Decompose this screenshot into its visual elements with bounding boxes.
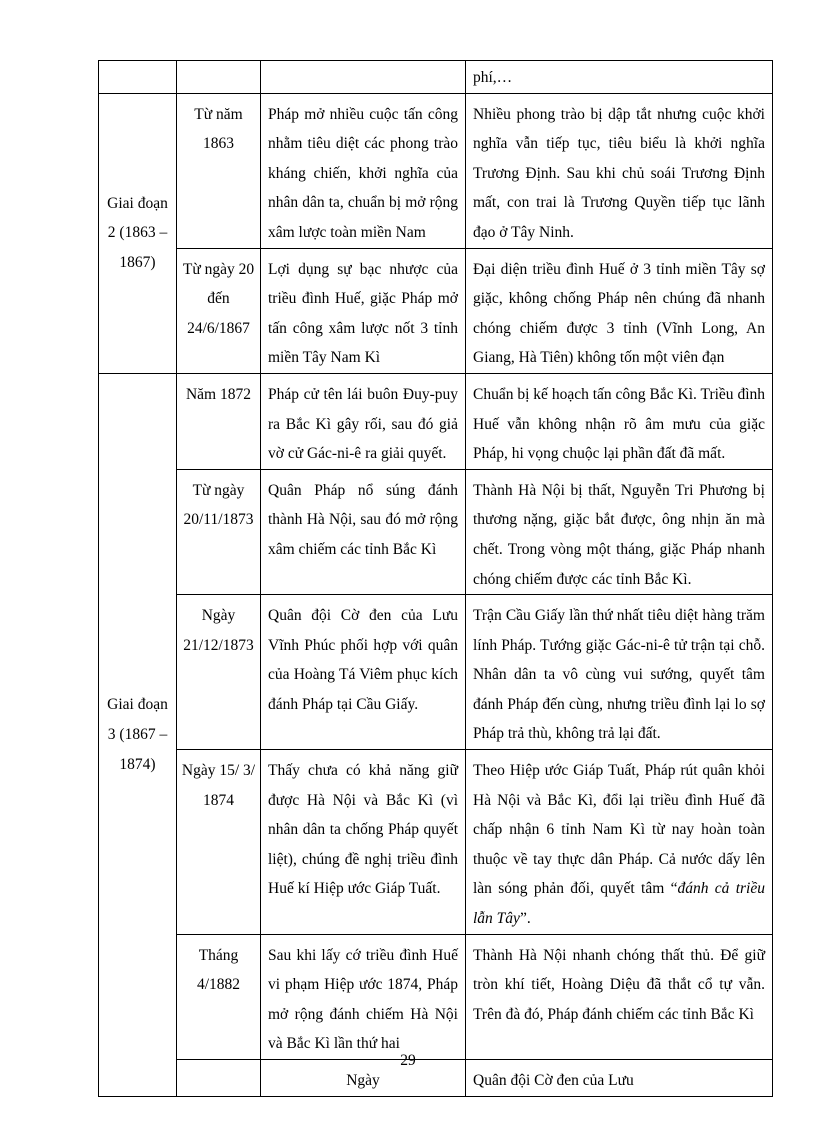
result-text-end: ”.: [519, 910, 531, 928]
phase-cell: Giai đoạn 3 (1867 – 1874): [99, 373, 177, 1096]
result-cell: Chuẩn bị kế hoạch tấn công Bắc Kì. Triều đình Huế vẫn không nhận rõ âm mưu của giặc Pháp, hi vọng chuộc lại phần đất đã mất.: [466, 373, 773, 469]
time-cell: Từ ngày 20 đến 24/6/1867: [177, 248, 261, 373]
time-cell: Ngày: [261, 1060, 466, 1097]
time-cell: Tháng 4/1882: [177, 934, 261, 1059]
result-cell: Thành Hà Nội bị thất, Nguyễn Tri Phương bị thương nặng, giặc bắt được, ông nhịn ăn mà chết. Trong vòng một tháng, giặc Pháp nhanh chóng chiếm được các tỉnh Bắc Kì.: [466, 469, 773, 594]
time-cell: Ngày 15/ 3/ 1874: [177, 750, 261, 935]
result-text: Theo Hiệp ước Giáp Tuất, Pháp rút quân khỏi Hà Nội và Bắc Kì, đổi lại triều đình Huế đã chấp nhận 6 tỉnh Nam Kì từ nay hoàn toàn thuộc về tay thực dân Pháp. Cả nước dấy lên làn sóng phản đối, quyết tâm “: [473, 762, 765, 898]
action-cell: Sau khi lấy cớ triều đình Huế vi phạm Hiệp ước 1874, Pháp mở rộng đánh chiếm Hà Nội và Bắc Kì lần thứ hai: [261, 934, 466, 1059]
action-cell: Quân đội Cờ đen của Lưu: [466, 1060, 773, 1097]
phase-cell: Giai đoạn 2 (1863 – 1867): [99, 93, 177, 373]
result-cell: Đại diện triều đình Huế ở 3 tỉnh miền Tây sợ giặc, không chống Pháp nên chúng đã nhanh chóng chiếm được 3 tỉnh (Vĩnh Long, An Giang, Hà Tiên) không tốn một viên đạn: [466, 248, 773, 373]
time-cell: Từ năm 1863: [177, 93, 261, 248]
result-cell: Thành Hà Nội nhanh chóng thất thủ. Để giữ tròn khí tiết, Hoàng Diệu đã thắt cổ tự vẫn. Trên đà đó, Pháp đánh chiếm các tỉnh Bắc Kì: [466, 934, 773, 1059]
result-cell: phí,…: [466, 61, 773, 94]
table-row: [99, 469, 773, 594]
history-table: [98, 60, 773, 1097]
action-cell: Pháp cử tên lái buôn Đuy-puy ra Bắc Kì gây rối, sau đó giả vờ cử Gác-ni-ê ra giải quyết.: [261, 373, 466, 469]
result-cell: Nhiều phong trào bị dập tắt nhưng cuộc khởi nghĩa vẫn tiếp tục, tiêu biểu là khởi nghĩa Trương Định. Sau khi chủ soái Trương Định mất, con trai là Trương Quyền tiếp tục lãnh đạo ở Tây Ninh.: [466, 93, 773, 248]
table-row: [99, 595, 773, 750]
result-cell: Trận Cầu Giấy lần thứ nhất tiêu diệt hàng trăm lính Pháp. Tướng giặc Gác-ni-ê tử trận tại chỗ. Nhân dân ta vô cùng vui sướng, quyết tâm đánh Pháp đến cùng, nhưng triều đình lại lo sợ Pháp trả thù, không trả lại đất.: [466, 595, 773, 750]
table-row: [99, 61, 773, 94]
phase-cell: [99, 61, 177, 94]
result-quote: đánh cả triều lẫn Tây: [473, 880, 765, 928]
action-cell: Lợi dụng sự bạc nhược của triều đình Huế, giặc Pháp mở tấn công xâm lược nốt 3 tỉnh miền Tây Nam Kì: [261, 248, 466, 373]
table-row: [99, 248, 773, 373]
time-cell: Ngày 21/12/1873: [177, 595, 261, 750]
time-cell: [177, 61, 261, 94]
table-row: [99, 93, 773, 248]
page-number: 29: [400, 1052, 416, 1069]
action-cell: Pháp mở nhiều cuộc tấn công nhằm tiêu diệt các phong trào kháng chiến, khởi nghĩa của nhân dân ta, chuẩn bị mở rộng xâm lược toàn miền Nam: [261, 93, 466, 248]
time-cell: Từ ngày 20/11/1873: [177, 469, 261, 594]
action-cell: [261, 61, 466, 94]
action-cell: Thấy chưa có khả năng giữ được Hà Nội và Bắc Kì (vì nhân dân ta chống Pháp quyết liệt), chúng đề nghị triều đình Huế kí Hiệp ước Giáp Tuất.: [261, 750, 466, 935]
time-cell: Năm 1872: [177, 373, 261, 469]
table-row: [99, 750, 773, 935]
action-cell: Quân đội Cờ đen của Lưu Vĩnh Phúc phối hợp với quân của Hoàng Tá Viêm phục kích đánh Pháp tại Cầu Giấy.: [261, 595, 466, 750]
result-cell: [466, 750, 773, 935]
table-row: [99, 373, 773, 469]
action-cell: Quân Pháp nổ súng đánh thành Hà Nội, sau đó mở rộng xâm chiếm các tỉnh Bắc Kì: [261, 469, 466, 594]
table-row: [99, 934, 773, 1059]
